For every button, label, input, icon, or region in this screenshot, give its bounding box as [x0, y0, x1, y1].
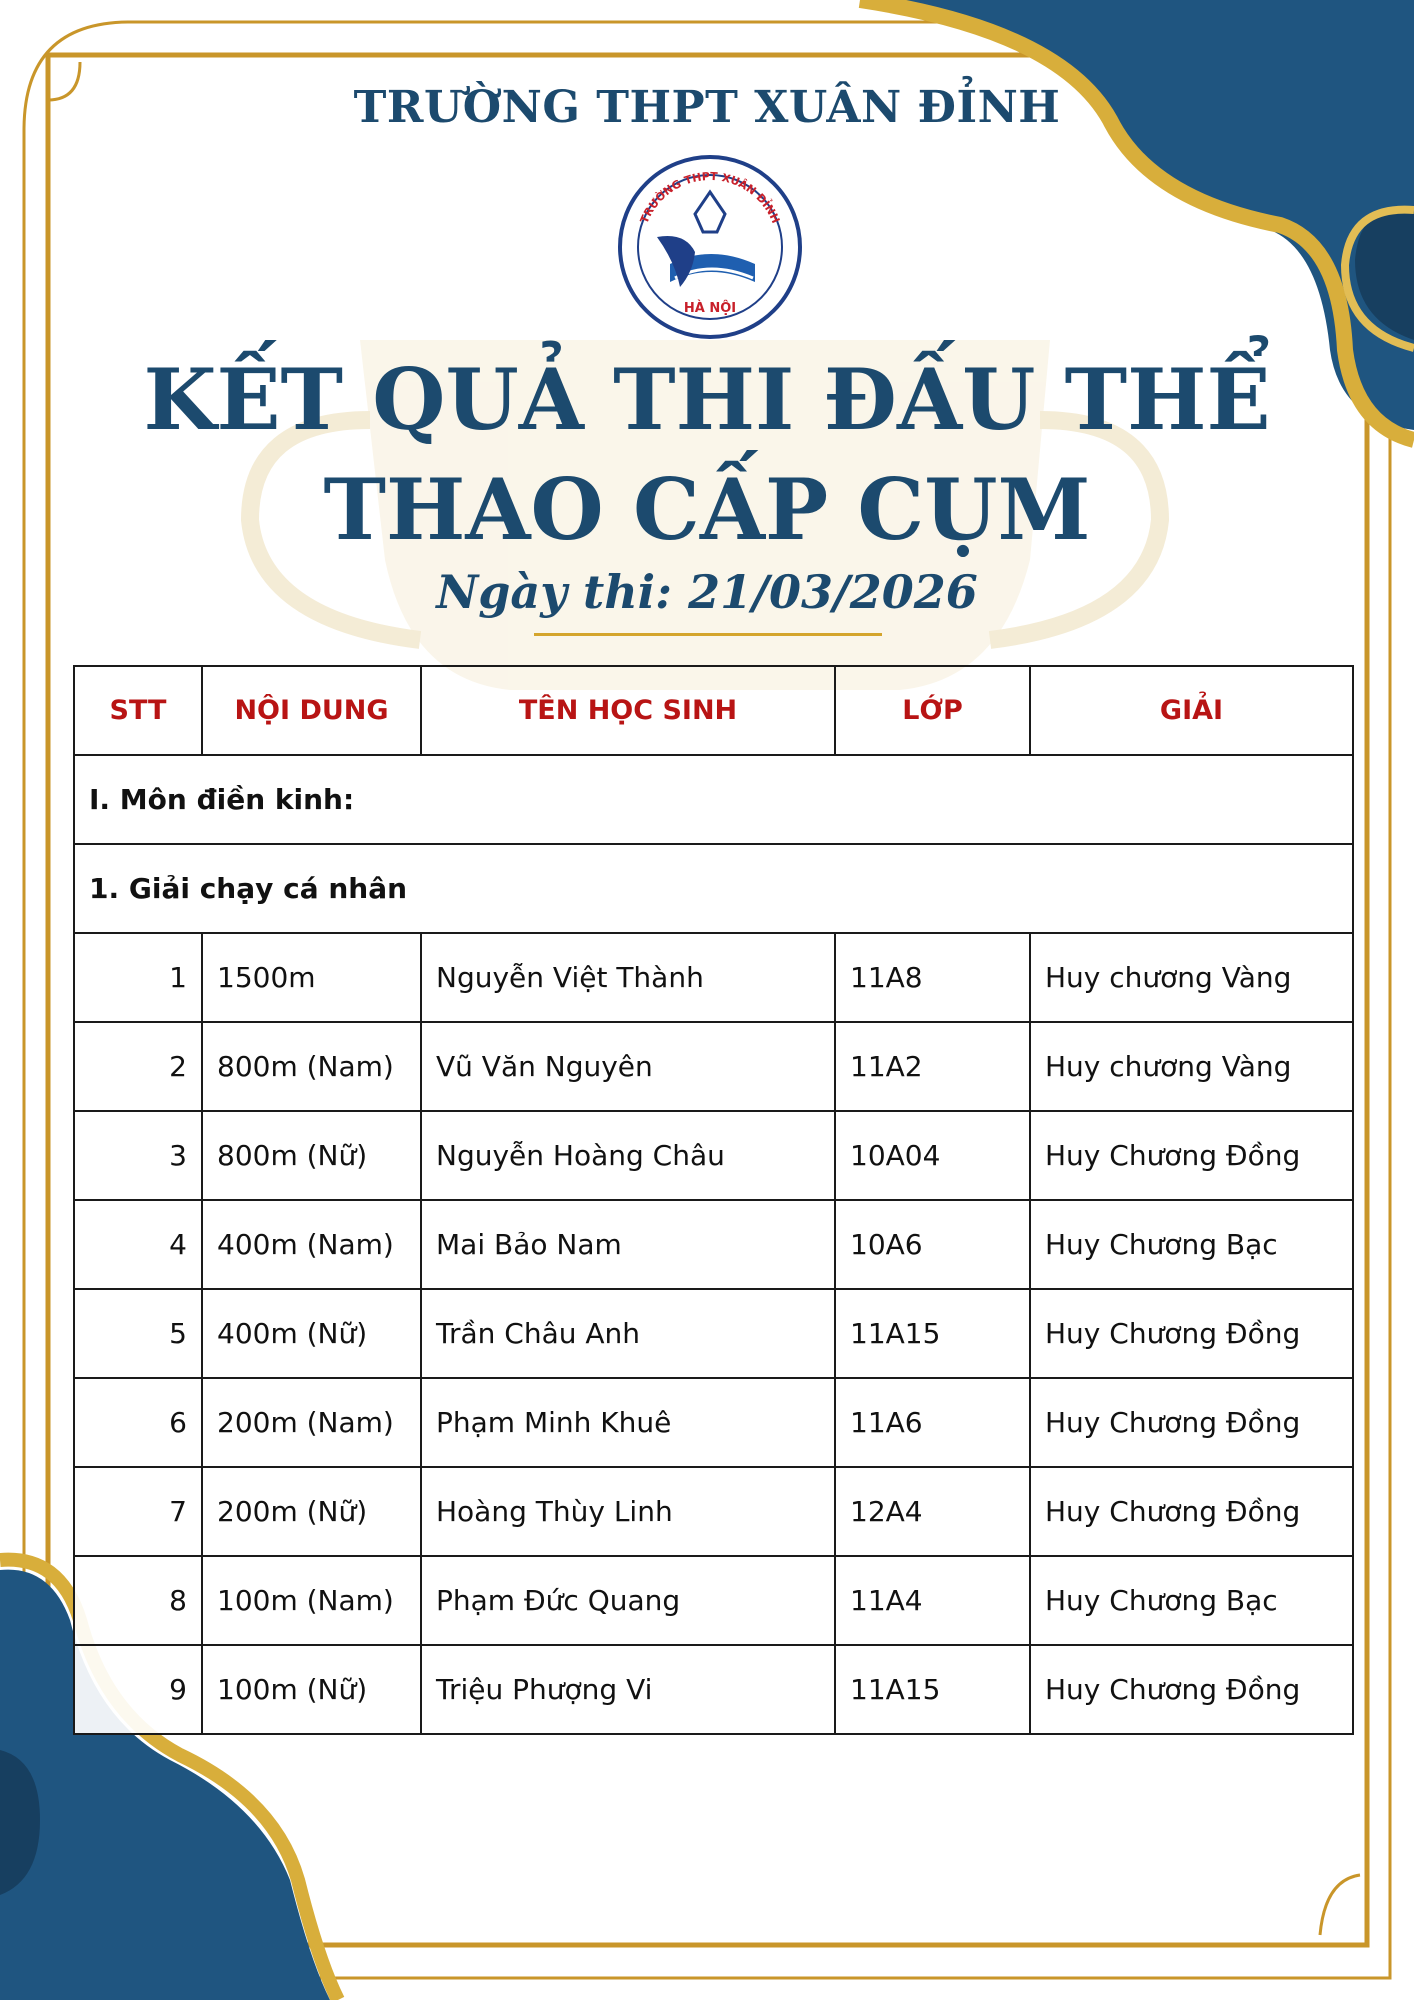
cell-prize: Huy Chương Đồng — [1030, 1289, 1353, 1378]
cell-class: 11A8 — [835, 933, 1030, 1022]
header-stt: STT — [74, 666, 202, 755]
cell-prize: Huy Chương Đồng — [1030, 1645, 1353, 1734]
table-row — [74, 1556, 1353, 1645]
cell-prize: Huy Chương Đồng — [1030, 1111, 1353, 1200]
subsection-row — [74, 844, 1353, 933]
table-body — [74, 755, 1353, 1734]
cell-event: 200m (Nam) — [202, 1378, 421, 1467]
cell-student: Phạm Minh Khuê — [421, 1378, 835, 1467]
results-table — [73, 665, 1354, 1735]
cell-prize: Huy Chương Đồng — [1030, 1467, 1353, 1556]
header-class: LỚP — [835, 666, 1030, 755]
cell-stt: 8 — [74, 1556, 202, 1645]
cell-event: 400m (Nam) — [202, 1200, 421, 1289]
cell-stt: 2 — [74, 1022, 202, 1111]
table-row — [74, 1378, 1353, 1467]
cell-stt: 9 — [74, 1645, 202, 1734]
page-title-line-2: THAO CẤP CỤM — [323, 460, 1091, 559]
cell-prize: Huy chương Vàng — [1030, 933, 1353, 1022]
subsection-title: 1. Giải chạy cá nhân — [74, 844, 1353, 933]
cell-event: 800m (Nam) — [202, 1022, 421, 1111]
cell-event: 800m (Nữ) — [202, 1111, 421, 1200]
cell-stt: 1 — [74, 933, 202, 1022]
cell-student: Hoàng Thùy Linh — [421, 1467, 835, 1556]
cell-class: 11A15 — [835, 1289, 1030, 1378]
section-row — [74, 755, 1353, 844]
cell-student: Triệu Phượng Vi — [421, 1645, 835, 1734]
cell-stt: 6 — [74, 1378, 202, 1467]
cell-class: 10A6 — [835, 1200, 1030, 1289]
cell-event: 100m (Nữ) — [202, 1645, 421, 1734]
header-prize: GIẢI — [1030, 666, 1353, 755]
table-row — [74, 1200, 1353, 1289]
cell-student: Nguyễn Việt Thành — [421, 933, 835, 1022]
cell-prize: Huy chương Vàng — [1030, 1022, 1353, 1111]
cell-class: 11A6 — [835, 1378, 1030, 1467]
cell-student: Nguyễn Hoàng Châu — [421, 1111, 835, 1200]
cell-class: 12A4 — [835, 1467, 1030, 1556]
cell-student: Mai Bảo Nam — [421, 1200, 835, 1289]
table-row — [74, 1467, 1353, 1556]
cell-student: Phạm Đức Quang — [421, 1556, 835, 1645]
cell-stt: 4 — [74, 1200, 202, 1289]
cell-stt: 7 — [74, 1467, 202, 1556]
logo-city: HÀ NỘI — [683, 301, 737, 316]
cell-class: 10A04 — [835, 1111, 1030, 1200]
cell-prize: Huy Chương Bạc — [1030, 1556, 1353, 1645]
cell-event: 200m (Nữ) — [202, 1467, 421, 1556]
competition-date: Ngày thi: 21/03/2026 — [436, 565, 978, 619]
cell-stt: 3 — [74, 1111, 202, 1200]
cell-event: 1500m — [202, 933, 421, 1022]
table-row — [74, 1111, 1353, 1200]
date-underline — [534, 633, 882, 636]
page-title-line-1: KẾT QUẢ THI ĐẤU THỂ — [143, 350, 1271, 449]
cell-student: Trần Châu Anh — [421, 1289, 835, 1378]
cell-class: 11A15 — [835, 1645, 1030, 1734]
table-header-row — [74, 666, 1353, 755]
cell-event: 400m (Nữ) — [202, 1289, 421, 1378]
cell-prize: Huy Chương Bạc — [1030, 1200, 1353, 1289]
cell-prize: Huy Chương Đồng — [1030, 1378, 1353, 1467]
table-row — [74, 933, 1353, 1022]
cell-stt: 5 — [74, 1289, 202, 1378]
table-row — [74, 1645, 1353, 1734]
school-name: TRƯỜNG THPT XUÂN ĐỈNH — [353, 82, 1061, 133]
cell-class: 11A2 — [835, 1022, 1030, 1111]
header-student: TÊN HỌC SINH — [421, 666, 835, 755]
cell-class: 11A4 — [835, 1556, 1030, 1645]
header-event: NỘI DUNG — [202, 666, 421, 755]
cell-event: 100m (Nam) — [202, 1556, 421, 1645]
logo-arc-text: TRƯỜNG THPT XUÂN ĐỈNH — [637, 169, 783, 226]
table-row — [74, 1022, 1353, 1111]
table-row — [74, 1289, 1353, 1378]
cell-student: Vũ Văn Nguyên — [421, 1022, 835, 1111]
school-logo — [615, 152, 805, 342]
section-title: I. Môn điền kinh: — [74, 755, 1353, 844]
